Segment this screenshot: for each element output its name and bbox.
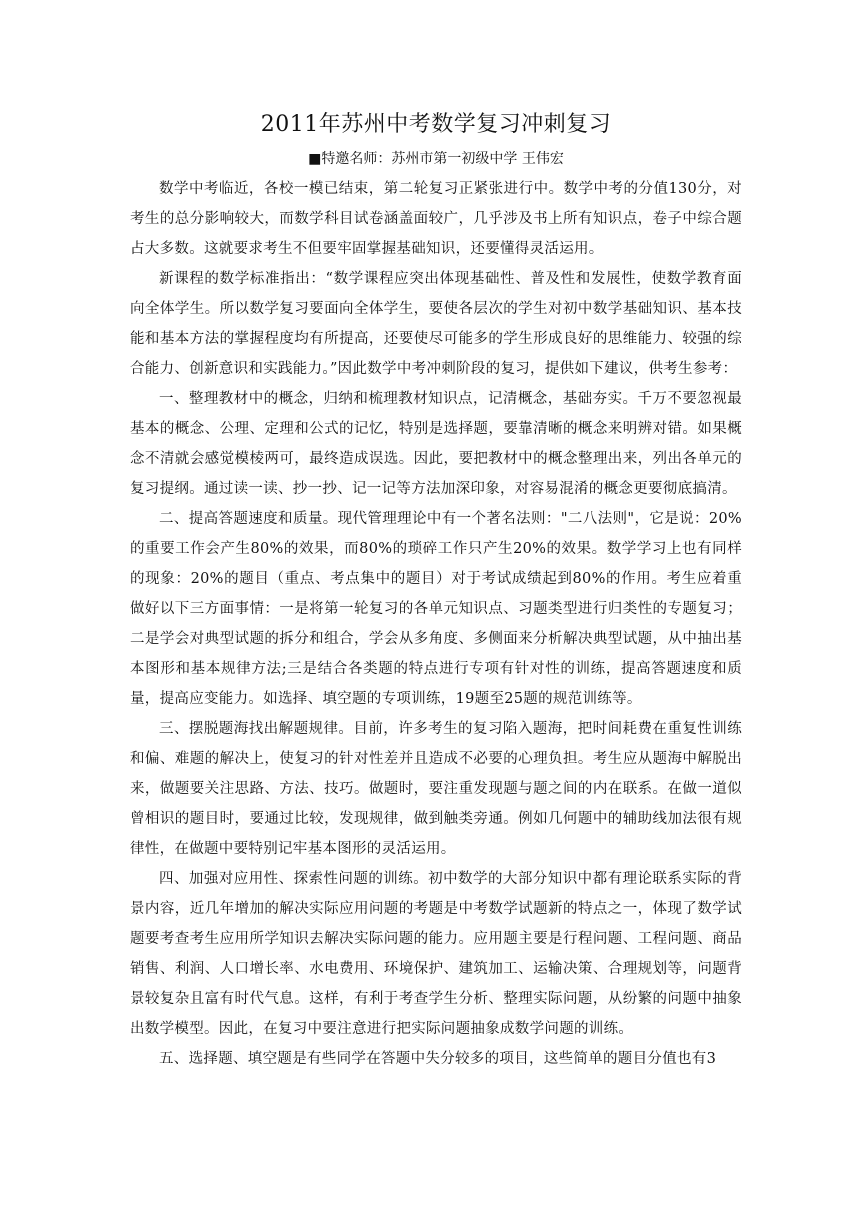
paragraph-point-5: 五、选择题、填空题是有些同学在答题中失分较多的项目，这些简单的题目分值也有3 [159,1051,717,1067]
paragraph-point-1: 一、整理教材中的概念，归纳和梳理教材知识点，记清概念，基础夯实。千万不要忽视最基本的概念、公理、定理和公式的记忆，特别是选择题，要靠清晰的概念来明辨对错。如果概念不清就会感觉模棱两可，最终造成误选。因此，要把教材中的概念整理出来，列出各单元的复习提纲。通过读一读、抄一抄、记一记等方法加深印象，对容易混淆的概念更要彻底搞清。 [130,391,742,497]
document-title: 2011年苏州中考数学复习冲刺复习 [260,112,612,137]
paragraph-point-4: 四、加强对应用性、探索性问题的训练。初中数学的大部分知识中都有理论联系实际的背景内容，近几年增加的解决实际应用问题的考题是中考数学试题新的特点之一，体现了数学试题要考查考生应用所学知识去解决实际问题的能力。应用题主要是行程问题、工程问题、商品销售、利润、人口增长率、水电费用、环境保护、建筑加工、运输决策、合理规划等，问题背景较复杂且富有时代气息。这样，有利于考查学生分析、整理实际问题，从纷繁的问题中抽象出数学模型。因此，在复习中要注意进行把实际问题抽象成数学问题的训练。 [130,871,742,1037]
author-line: ■特邀名师：苏州市第一初级中学 王伟宏 [308,151,564,167]
paragraph-standard: 新课程的数学标准指出：“数学课程应突出体现基础性、普及性和发展性，使数学教育面向全体学生。所以数学复习要面向全体学生，要使各层次的学生对初中数学基础知识、基本技能和基本方法的掌握程度均有所提高，还要使尽可能多的学生形成良好的思维能力、较强的综合能力、创新意识和实践能力。”因此数学中考冲刺阶段的复习，提供如下建议，供考生参考： [130,271,742,377]
paragraph-intro: 数学中考临近，各校一模已结束，第二轮复习正紧张进行中。数学中考的分值130分，对考生的总分影响较大，而数学科目试卷涵盖面较广，几乎涉及书上所有知识点，卷子中综合题占大多数。这就要求考生不但要牢固掌握基础知识，还要懂得灵活运用。 [130,181,742,257]
paragraph-point-3: 三、摆脱题海找出解题规律。目前，许多考生的复习陷入题海，把时间耗费在重复性训练和偏、难题的解决上，使复习的针对性差并且造成不必要的心理负担。考生应从题海中解脱出来，做题要关注思路、方法、技巧。做题时，要注重发现题与题之间的内在联系。在做一道似曾相识的题目时，要通过比较，发现规律，做到触类旁通。例如几何题中的辅助线加法很有规律性，在做题中要特别记牢基本图形的灵活运用。 [130,721,742,857]
paragraph-point-2: 二、提高答题速度和质量。现代管理理论中有一个著名法则："二八法则"，它是说：20%的重要工作会产生80%的效果，而80%的琐碎工作只产生20%的效果。数学学习上也有同样的现象：20%的题目（重点、考点集中的题目）对于考试成绩起到80%的作用。考生应着重做好以下三方面事情：一是将第一轮复习的各单元知识点、习题类型进行归类性的专题复习；二是学会对典型试题的拆分和组合，学会从多角度、多侧面来分析解决典型试题，从中抽出基本图形和基本规律方法;三是结合各类题的特点进行专项有针对性的训练，提高答题速度和质量，提高应变能力。如选择、填空题的专项训练，19题至25题的规范训练等。 [130,511,742,707]
